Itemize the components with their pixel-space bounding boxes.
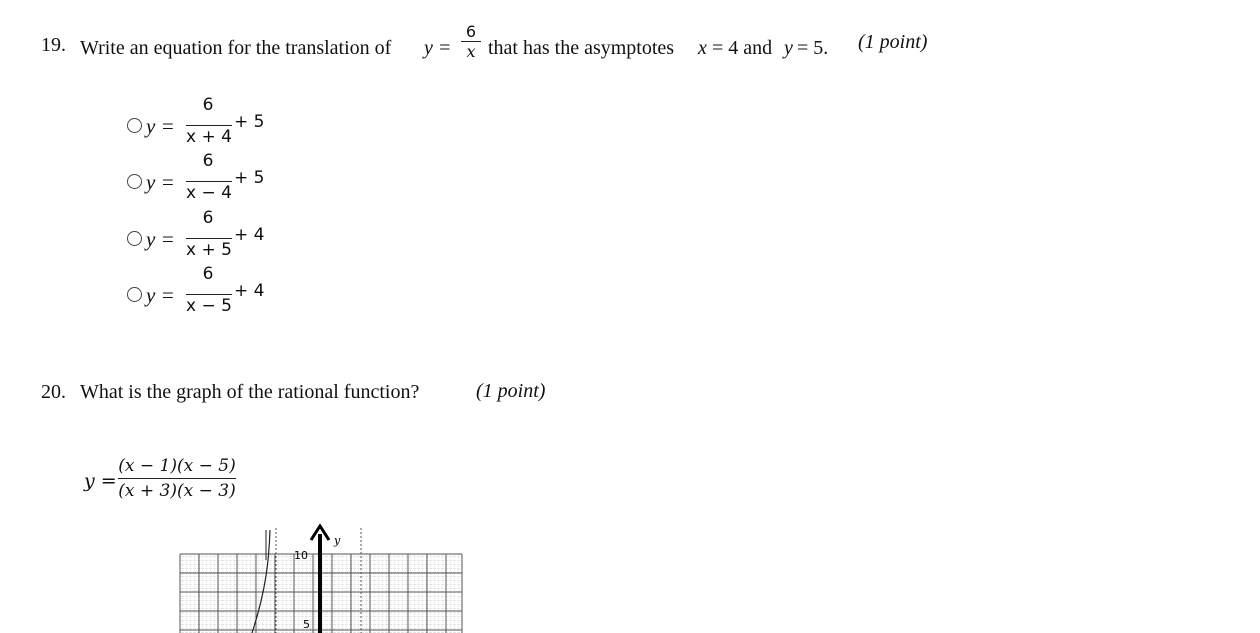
q19-frac-num: 6 (465, 22, 477, 41)
radio-button[interactable] (127, 118, 142, 133)
radio-button[interactable] (127, 174, 142, 189)
option-lhs: y = (146, 170, 175, 194)
q19-asym-x-val: = 4 and (712, 37, 773, 59)
option-den: x + 5 (186, 240, 232, 260)
q19-asym-y-val: = 5. (797, 37, 829, 59)
q19-asym-y: y (784, 37, 793, 59)
q19-frac-den: x (466, 42, 476, 61)
option-num: 6 (202, 264, 214, 284)
q19-option-4[interactable] (126, 264, 326, 331)
q20-graph (170, 520, 470, 633)
option-const: + 5 (234, 168, 265, 188)
tick-label-5: 5 (303, 618, 310, 631)
radio-button[interactable] (127, 231, 142, 246)
y-axis-label: y (334, 534, 341, 547)
q20-den: (x + 3)(x − 3) (118, 481, 236, 501)
q19-number: 19. (41, 34, 66, 56)
q20-lhs: y = (84, 470, 117, 492)
q19-points: (1 point) (858, 31, 928, 53)
option-den: x − 5 (186, 296, 232, 316)
q20-points: (1 point) (476, 380, 546, 402)
option-lhs: y = (146, 114, 175, 138)
option-lhs: y = (146, 227, 175, 251)
q19-text-before: Write an equation for the translation of (80, 37, 392, 59)
q20-num: (x − 1)(x − 5) (118, 456, 236, 476)
tick-label-10: 10 (294, 549, 308, 562)
q20-fraction (118, 456, 236, 501)
q20-number: 20. (41, 381, 66, 403)
option-den: x + 4 (186, 127, 232, 147)
q20-frac-line (118, 478, 236, 479)
q20-text: What is the graph of the rational function? (80, 381, 420, 403)
q19-y-eq: y = (424, 37, 452, 59)
option-frac-line (186, 294, 232, 295)
q19-fraction (458, 22, 484, 61)
option-num: 6 (202, 208, 214, 228)
option-den: x − 4 (186, 183, 232, 203)
option-num: 6 (202, 151, 214, 171)
option-num: 6 (202, 95, 214, 115)
option-frac-line (186, 238, 232, 239)
option-frac-line (186, 125, 232, 126)
q19-text-mid: that has the asymptotes (488, 37, 675, 59)
radio-button[interactable] (127, 287, 142, 302)
q19-asym-x: x (698, 37, 707, 59)
option-lhs: y = (146, 283, 175, 307)
option-frac-line (186, 181, 232, 182)
option-const: + 4 (234, 225, 265, 245)
option-const: + 4 (234, 281, 265, 301)
option-const: + 5 (234, 112, 265, 132)
